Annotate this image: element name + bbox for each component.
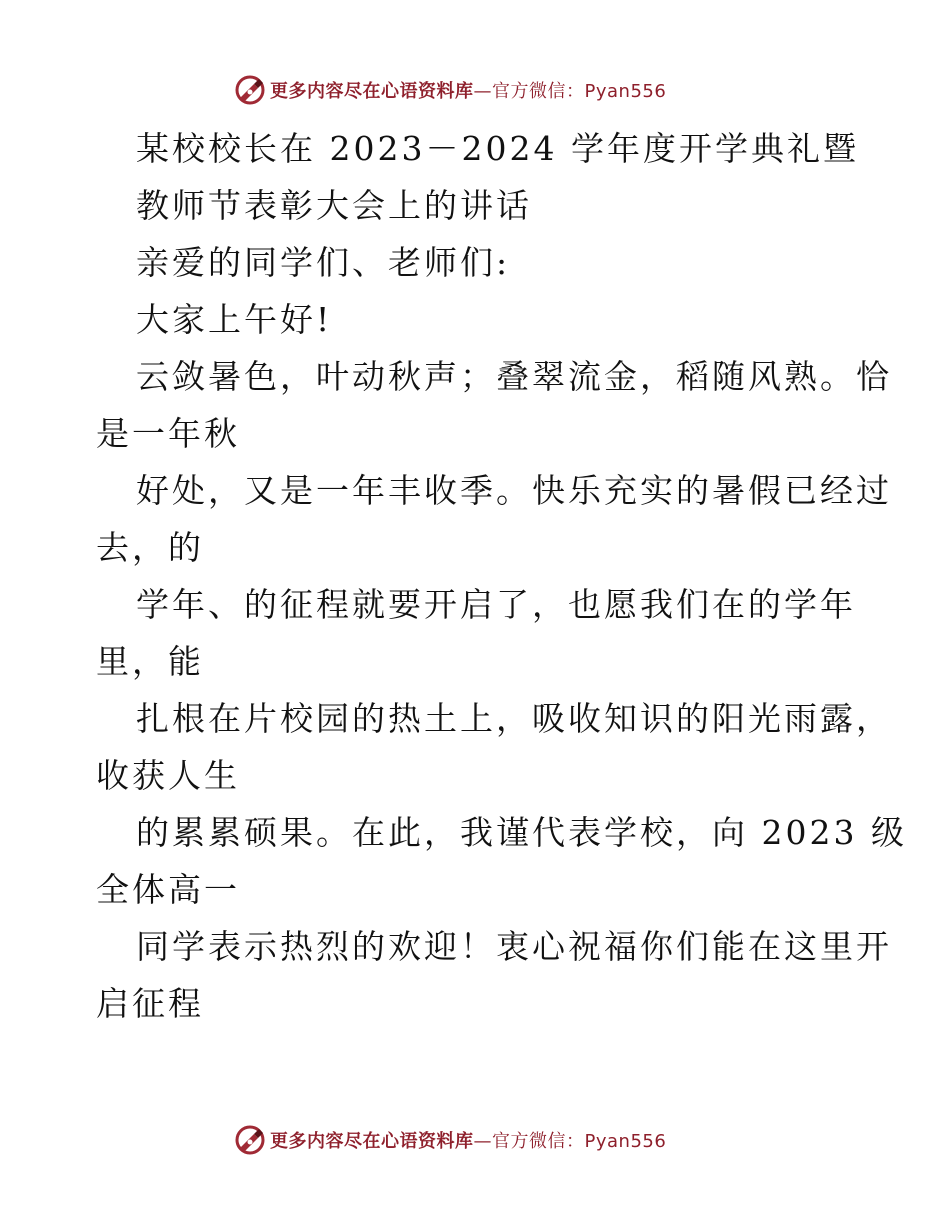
paragraph-line: 的累累硕果。在此，我谨代表学校，向 2023 级 xyxy=(136,813,907,852)
watermark-main-text: 更多内容尽在心语资料库 xyxy=(270,1131,474,1152)
document-title-line-2: 教师节表彰大会上的讲话 xyxy=(136,186,532,225)
document-title-line-1: 某校校长在 2023－2024 学年度开学典礼暨 xyxy=(136,129,859,168)
paragraph-line: 好处，又是一年丰收季。快乐充实的暑假已经过 xyxy=(136,471,892,510)
watermark-main-text: 更多内容尽在心语资料库 xyxy=(270,81,474,102)
footer-watermark xyxy=(234,1122,666,1158)
paragraph-line: 同学表示热烈的欢迎！衷心祝福你们能在这里开 xyxy=(136,927,892,966)
pen-logo-icon xyxy=(234,74,266,106)
watermark-sub-text: 官方微信： xyxy=(492,81,585,102)
pen-logo-icon xyxy=(234,1124,266,1156)
document-body xyxy=(96,120,907,1032)
watermark-sub-text: 官方微信： xyxy=(492,1131,585,1152)
paragraph-line: 是一年秋 xyxy=(96,414,240,453)
salutation: 亲爱的同学们、老师们: xyxy=(136,243,511,282)
paragraph-line: 全体高一 xyxy=(96,870,240,909)
watermark-wechat-id: Pyan556 xyxy=(584,1131,667,1152)
paragraph-line: 收获人生 xyxy=(96,756,240,795)
paragraph-line: 云敛暑色，叶动秋声；叠翠流金，稻随风熟。恰 xyxy=(136,357,892,396)
paragraph-line: 里，能 xyxy=(96,642,204,681)
header-watermark xyxy=(234,72,666,108)
paragraph-line: 学年、的征程就要开启了，也愿我们在的学年 xyxy=(136,585,856,624)
paragraph-line: 去，的 xyxy=(96,528,204,567)
watermark-dash: — xyxy=(473,81,492,102)
watermark-wechat-id: Pyan556 xyxy=(584,81,667,102)
paragraph-line: 扎根在片校园的热土上，吸收知识的阳光雨露， xyxy=(136,699,892,738)
paragraph-line: 启征程 xyxy=(96,984,204,1023)
greeting: 大家上午好! xyxy=(136,300,333,339)
watermark-dash: — xyxy=(473,1131,492,1152)
